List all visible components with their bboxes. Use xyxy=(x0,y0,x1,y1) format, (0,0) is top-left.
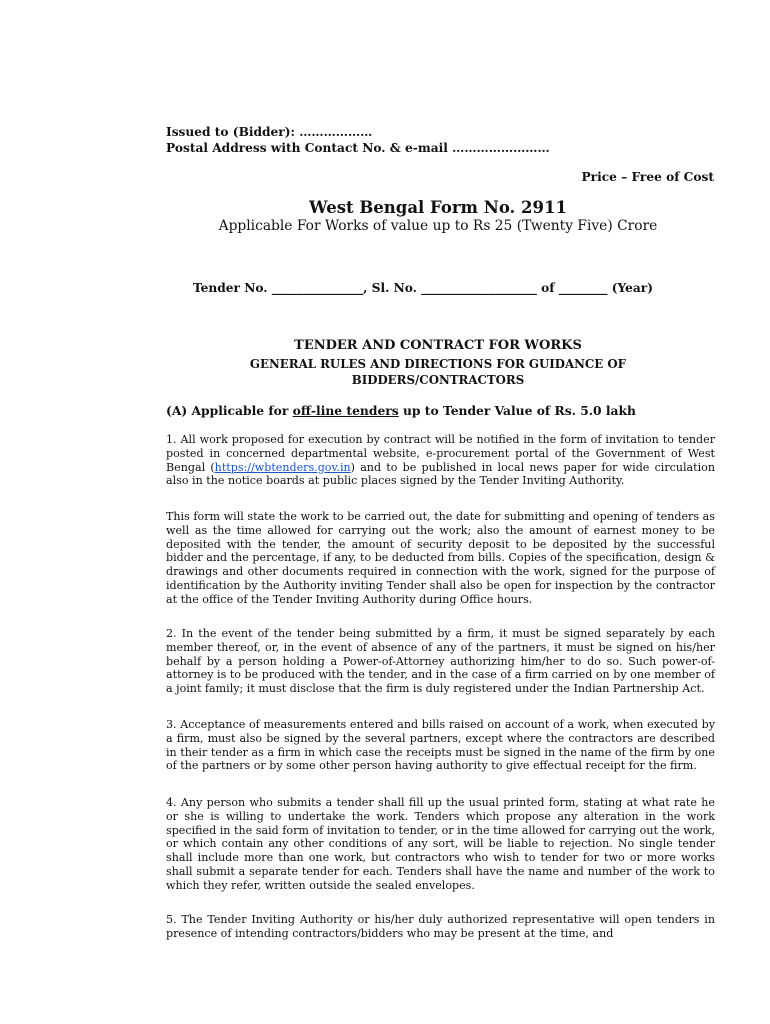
paragraph-1-text: 1. All work proposed for execution by contract will be notified in the form of invitation to tender posted in concerned departmental website, e-procurement portal of the Government of West Bengal ( xyxy=(166,433,715,474)
paragraph-3: 3. Acceptance of measurements entered and bills raised on account of a work, when executed by a firm, must also be signed by the several partners, except where the contractors are described in their tender as a firm in which case the receipts must be signed in the name of the firm by one of the partners or by some other person having authority to give effectual receipt for the firm. xyxy=(166,718,715,773)
tender-number-line: Tender No. _______________, Sl. No. ___________________ of ________ (Year) xyxy=(193,281,653,295)
issued-to-line: Issued to (Bidder): ……………… xyxy=(166,125,373,139)
paragraph-1-text-cont: ) and to be published in local news paper for wide circulation also in the notice boards at public places signed by the Tender Inviting Authority. xyxy=(166,460,715,488)
paragraph-2: 2. In the event of the tender being submitted by a firm, it must be signed separately by each member thereof, or, in the event of absence of any of the partners, it must be signed on his/her behalf by a person holding a Power-of-Attorney authorizing him/her to do so. Such power-of-attorney is to be produced with the tender, and in the case of a firm carried on by one member of a joint family; it must disclose that the firm is duly registered under the Indian Partnership Act. xyxy=(166,627,715,696)
price-label: Price – Free of Cost xyxy=(581,170,714,184)
form-title: West Bengal Form No. 2911 xyxy=(309,198,567,217)
paragraph-5: 5. The Tender Inviting Authority or his/her duly authorized representative will open tenders in presence of intending contractors/bidders who may be present at the time, and xyxy=(166,913,715,940)
issued-block xyxy=(166,124,550,156)
section-subtitle xyxy=(0,356,770,388)
heading-a-post: up to Tender Value of Rs. 5.0 lakh xyxy=(398,403,636,418)
form-subtitle: Applicable For Works of value up to Rs 25 (Twenty Five) Crore xyxy=(218,218,658,234)
section-subtitle-line-1: GENERAL RULES AND DIRECTIONS FOR GUIDANCE OF xyxy=(249,357,627,371)
heading-a xyxy=(166,403,636,418)
section-title: TENDER AND CONTRACT FOR WORKS xyxy=(294,338,582,353)
paragraph-1b: This form will state the work to be carried out, the date for submitting and opening of tenders as well as the time allowed for carrying out the work; also the amount of earnest money to be deposited with the tender, the amount of security deposit to be deposited by the successful bidder and the percentage, if any, to be deducted from bills. Copies of the specification, design & drawings and other documents required in connection with the work, signed for the purpose of identification by the Authority inviting Tender shall also be open for inspection by the contractor at the office of the Tender Inviting Authority during Office hours. xyxy=(166,510,715,606)
paragraph-4: 4. Any person who submits a tender shall fill up the usual printed form, stating at what rate he or she is willing to undertake the work. Tenders which propose any alteration in the work specified in the said form of invitation to tender, or in the time allowed for carrying out the work, or which contain any other conditions of any sort, will be liable to rejection. No single tender shall include more than one work, but contractors who wish to tender for two or more works shall submit a separate tender for each. Tenders shall have the name and number of the work to which they refer, written outside the sealed envelopes. xyxy=(166,796,715,892)
heading-a-underlined: off-line tenders xyxy=(292,403,399,418)
heading-a-pre: (A) Applicable for xyxy=(166,403,293,418)
postal-address-line: Postal Address with Contact No. & e-mail …………………… xyxy=(166,141,550,155)
paragraph-1 xyxy=(166,433,715,488)
wbtenders-link[interactable]: https://wbtenders.gov.in xyxy=(214,460,351,474)
section-subtitle-line-2: BIDDERS/CONTRACTORS xyxy=(351,373,525,387)
